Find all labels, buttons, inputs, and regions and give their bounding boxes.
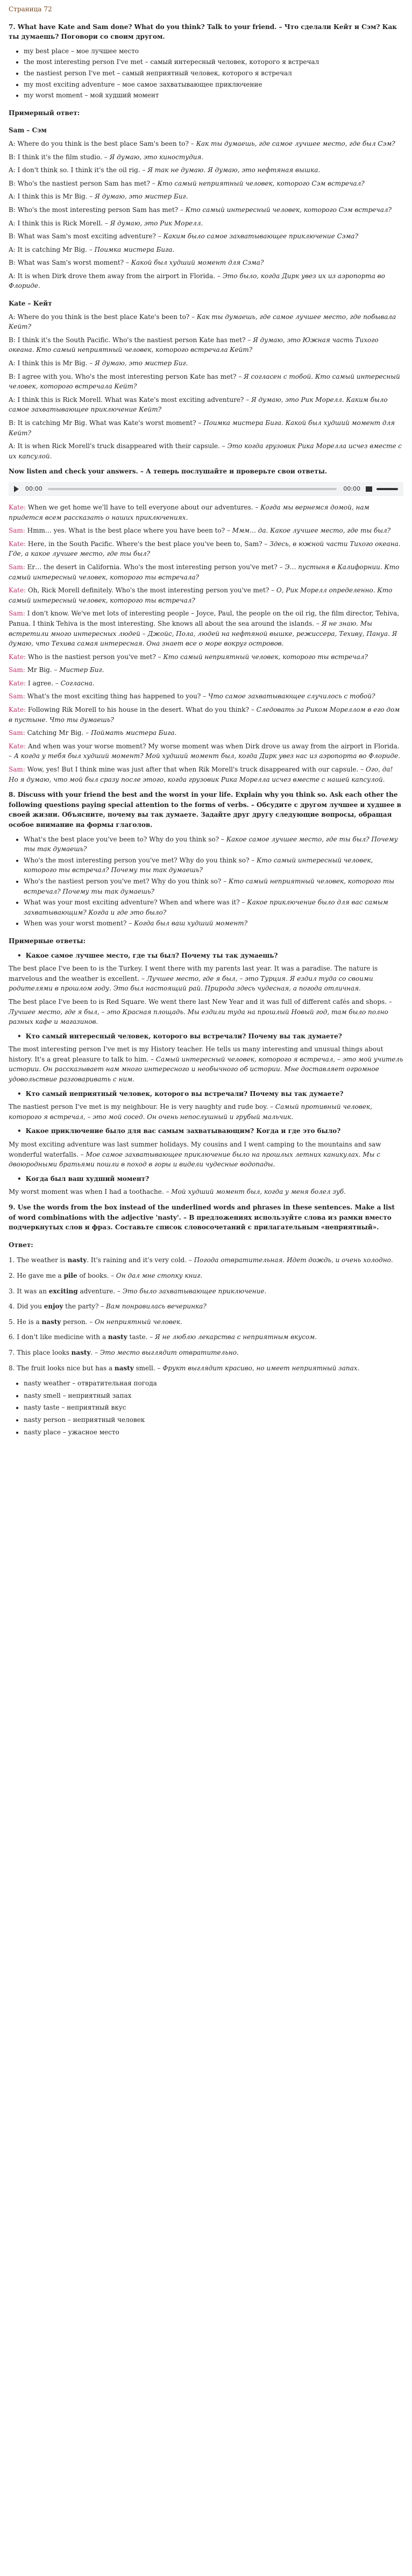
line-en: It is when Dirk drove them away from the airport in Florida. bbox=[17, 272, 216, 280]
answer-en: The best place I've been to is the Turkey. I went there with my parents last year. It was a paradise. The nature is marvelous and the weather is excellent. bbox=[9, 965, 378, 982]
dialog-line bbox=[9, 152, 403, 162]
answer-paragraph bbox=[9, 1102, 403, 1122]
list-item: • nasty taste – неприятный вкус bbox=[24, 1403, 403, 1413]
speaker: B: bbox=[9, 419, 16, 427]
speaker: Sam: bbox=[9, 666, 25, 674]
audio-player[interactable] bbox=[9, 482, 403, 496]
line-ru: – Здесь, в южной части Тихого океана. Где, а какое лучшее место, где ты был? bbox=[9, 540, 401, 558]
task8-title: 8. Discuss with your friend the best and the worst in your life. Explain why you think so. Ask each other the following questions paying special attention to the forms of verbs. bbox=[9, 791, 398, 809]
line-ru: – Э… пустыня в Калифорнии. Кто самый интересный человек, которого ты встречала? bbox=[9, 563, 400, 581]
list-item bbox=[9, 1317, 403, 1327]
line-ru: – Поимка мистера Бига. Какой был худший момент для Кейт? bbox=[9, 419, 395, 437]
question-ru: – Кто самый неприятный человек, которого ты встречал? Почему ты так думаешь? bbox=[24, 877, 394, 895]
line-ru: – Я думаю, это Рик Морелл. bbox=[104, 219, 203, 227]
keyword: nasty bbox=[41, 1318, 61, 1326]
line-en: Following Rik Morell to his house in the desert. What do you think? bbox=[27, 706, 250, 714]
item-number: 6. bbox=[9, 1333, 15, 1341]
line-ru: – Я не знаю. Мы встретили много интересных людей – Джойс, Пола, людей на нефтяной вышке, режиссера, Техиву, Пануа. Я думаю, что Техива самая интересная. Она знает все о море вокруг островов. bbox=[9, 619, 397, 648]
line-ru: – Я думаю, это киностудия. bbox=[104, 153, 204, 161]
question-en: What's the best place you've been to? Why do you think so? bbox=[24, 835, 219, 843]
answer-paragraph bbox=[9, 1044, 403, 1084]
line-ru: – Когда мы вернемся домой, нам придется всем рассказать о наших приключениях. bbox=[9, 503, 370, 521]
line-ru: – А когда у тебя был худший момент? Мой худший момент был, когда Дирк увез нас из аэропорта во Флориде. bbox=[9, 752, 400, 760]
sentence-ru: – Я не люблю лекарства с неприятным вкусом. bbox=[147, 1333, 317, 1341]
transcript-line bbox=[9, 585, 403, 605]
speaker: Kate: bbox=[9, 653, 26, 661]
dialog-line bbox=[9, 358, 403, 369]
list-item: • the nastiest person I've met – самый неприятный человек, которого я встречал bbox=[24, 68, 403, 79]
line-ru: – Каким было самое захватывающее приключение Сэма? bbox=[158, 232, 359, 240]
transcript-line bbox=[9, 652, 403, 662]
question-ru: – Когда был ваш худший момент? bbox=[129, 919, 248, 928]
sentence-ru: – Фрукт выглядит красиво, но имеет неприятный запах. bbox=[155, 1364, 360, 1372]
listen-title-ru: – А теперь послушайте и проверьте свои ответы. bbox=[140, 468, 328, 476]
sentence-ru: – Вам понравилась вечеринка? bbox=[98, 1303, 207, 1311]
speaker: A: bbox=[9, 395, 16, 404]
line-ru: – Как ты думаешь, где самое лучшее место, где был Сэм? bbox=[190, 139, 395, 147]
question-ru: – Какое приключение было для вас самым захватывающим? Когда и где это было? bbox=[24, 898, 388, 916]
speaker: Sam: bbox=[9, 610, 25, 618]
line-en: I agree with you. Who's the most interesting person Kate has met? bbox=[17, 372, 237, 380]
answer-paragraph bbox=[9, 1140, 403, 1170]
task9-sentences bbox=[9, 1255, 403, 1373]
line-en: Wow, yes! But I think mine was just after that when Rik Morell's truck disappeared with our capsule. bbox=[27, 766, 359, 774]
speaker: A: bbox=[9, 166, 16, 174]
list-item: • my worst moment – мой худший момент bbox=[24, 90, 403, 101]
speaker: B: bbox=[9, 232, 16, 240]
speaker: B: bbox=[9, 259, 16, 267]
dialog-line bbox=[9, 312, 403, 332]
audio-current-time: 00:00 bbox=[25, 485, 42, 493]
line-en: I don't think so. I think it's the oil rig. bbox=[17, 166, 140, 174]
dialog-line bbox=[9, 441, 403, 461]
speaker: Kate: bbox=[9, 540, 26, 548]
transcript-line bbox=[9, 562, 403, 582]
answer-ru: – Лучшее место, где я был, – это Турция. Я ездил туда со своими родителями в прошлом году. Это был настоящий рай. Природа здесь чудесная, а погода отличная. bbox=[9, 974, 373, 993]
dialog-line bbox=[9, 205, 403, 215]
volume-slider[interactable] bbox=[377, 488, 398, 490]
speaker: B: bbox=[9, 336, 16, 344]
speaker: A: bbox=[9, 272, 16, 280]
list-item bbox=[24, 897, 403, 917]
list-item: • my best place – мое лучшее место bbox=[24, 46, 403, 56]
list-item bbox=[9, 1271, 403, 1281]
speaker: B: bbox=[9, 153, 16, 161]
speaker: A: bbox=[9, 442, 16, 450]
list-item bbox=[9, 1348, 403, 1358]
dialog-line bbox=[9, 271, 403, 291]
sentence-part: I don't like medicine with a bbox=[17, 1333, 108, 1341]
answer-paragraph bbox=[9, 997, 403, 1027]
line-en: Who is the nastiest person you've met? bbox=[27, 653, 156, 661]
sentence-part: smell. bbox=[133, 1364, 155, 1372]
sentence-ru: – Он дал мне стопку книг. bbox=[109, 1271, 203, 1279]
list-item bbox=[24, 876, 403, 896]
line-en: What's the most exciting thing has happened to you? bbox=[27, 692, 201, 700]
item-number: 5. bbox=[9, 1318, 15, 1326]
line-en: Who's the most interesting person Sam has met? bbox=[17, 206, 179, 214]
speaker: A: bbox=[9, 219, 16, 227]
question-en: Who's the most interesting person you've met? Why do you think so? bbox=[24, 856, 250, 864]
line-ru: – Кто самый неприятный человек, которого Сэм встречал? bbox=[152, 179, 365, 187]
keyword: exciting bbox=[48, 1287, 78, 1295]
answer-question: • Кто самый неприятный человек, которого вы встречали? Почему вы так думаете? bbox=[17, 1089, 403, 1099]
speaker: B: bbox=[9, 372, 16, 380]
sentence-ru: – Погода отвратительная. Идет дождь, и очень холодно. bbox=[187, 1256, 393, 1264]
speaker: Kate: bbox=[9, 742, 26, 750]
line-ru: – Я думаю, это Рик Морелл. Каким было самое захватывающее приключение Кейт? bbox=[9, 395, 388, 414]
line-ru: – Я согласен с тобой. Кто самый интересный человек, которого встречала Кейт? bbox=[9, 372, 400, 391]
line-ru: – Что самое захватывающее случилось с тобой? bbox=[203, 692, 375, 700]
line-en: Hmm… yes. What is the best place where you have been to? bbox=[27, 527, 225, 535]
answer-paragraph bbox=[9, 1187, 403, 1197]
speaker: A: bbox=[9, 313, 16, 321]
sentence-part: . It's raining and it's very cold. bbox=[87, 1256, 187, 1264]
item-number: 2. bbox=[9, 1271, 15, 1279]
transcript-line bbox=[9, 526, 403, 536]
dialog-line bbox=[9, 245, 403, 255]
line-en: I don't know. We've met lots of interesting people – Joyce, Paul, the people on the oil rig, the film director, Tehiva, Panua. I think Tehiva is the most interesting. She knows all about the sea around the islands. bbox=[9, 610, 400, 627]
list-item bbox=[9, 1255, 403, 1265]
speaker: Kate: bbox=[9, 586, 26, 595]
line-en: I think it's the film studio. bbox=[17, 153, 102, 161]
answer-ru: – Лучшее место, где я был, – это Красная площадь. Мы ездили туда на прошлый Новый год, там было полно разных кафе и магазинов. bbox=[9, 997, 392, 1026]
line-ru: – Поймать мистера Бига. bbox=[86, 729, 177, 737]
keyword: pile bbox=[63, 1271, 77, 1279]
line-en: And when was your worse moment? My worse moment was when Dirk drove us away from the airport in Florida. bbox=[27, 742, 400, 750]
line-ru: – О, Рик Морелл определенно. Кто самый интересный человек, которого ты встречал? bbox=[9, 586, 393, 604]
answer-en: The most interesting person I've met is my History teacher. He tells us many interesting and unusual things about history. It's a great pleasure to talk to him. bbox=[9, 1045, 383, 1063]
task9-heading bbox=[9, 1202, 403, 1233]
transcript bbox=[9, 503, 403, 784]
sentence-part: . bbox=[90, 1348, 93, 1356]
line-en: It is when Rick Morell's truck disappeared with their capsule. bbox=[17, 442, 220, 450]
line-en: I think this is Mr Big. bbox=[17, 193, 88, 201]
answer-paragraph bbox=[9, 964, 403, 994]
speaker: B: bbox=[9, 179, 16, 187]
line-en: I think this is Rick Morell. bbox=[17, 219, 103, 227]
nasty-combinations bbox=[24, 1378, 403, 1437]
speaker: A: bbox=[9, 139, 16, 147]
answer-ru: – Самый противный человек, которого я встречал, – это мой сосед. Он очень непослушный и грубый мальчик. bbox=[9, 1103, 372, 1121]
sentence-part: The fruit looks nice but has a bbox=[17, 1364, 115, 1372]
dialog-line bbox=[9, 218, 403, 229]
answer-question: • Кто самый интересный человек, которого вы встречали? Почему вы так думаете? bbox=[17, 1031, 403, 1042]
dialog-line bbox=[9, 165, 403, 175]
transcript-line bbox=[9, 728, 403, 738]
line-en: I think this is Rick Morell. What was Kate's most exciting adventure? bbox=[17, 395, 244, 404]
dialog-line bbox=[9, 139, 403, 149]
question-en: What was your most exciting adventure? When and where was it? bbox=[24, 898, 240, 907]
dialog-line bbox=[9, 192, 403, 202]
task7-title-ru: – Что сделали Кейт и Сэм? Как ты думаешь? Поговори со своим другом. bbox=[9, 23, 397, 41]
answer-ru: – Мой худший момент был, когда у меня болел зуб. bbox=[166, 1188, 346, 1196]
speaker: Kate: bbox=[9, 706, 26, 714]
sentence-part: He is a bbox=[17, 1318, 42, 1326]
question-ru: – Какое самое лучшее место, где ты был? Почему ты так думаешь? bbox=[24, 835, 398, 853]
task8-heading bbox=[9, 790, 403, 830]
transcript-line bbox=[9, 503, 403, 522]
dialog-line bbox=[9, 179, 403, 189]
kate-heading: Kate – Кейт bbox=[9, 300, 52, 308]
question-en: Who's the nastiest person you've met? Why do you think so? bbox=[24, 877, 222, 885]
keyword: nasty bbox=[71, 1348, 91, 1356]
volume-icon[interactable] bbox=[366, 486, 372, 492]
speaker: Sam: bbox=[9, 766, 25, 774]
sentence-part: Did you bbox=[17, 1303, 44, 1311]
list-item bbox=[24, 918, 403, 929]
answer-en: The best place I've been to is Red Square. We went there last New Year and it was full of different cafés and shops. bbox=[9, 997, 387, 1006]
line-ru: – Поимка мистера Бига. bbox=[89, 245, 175, 253]
line-en: I think this is Mr Big. bbox=[17, 359, 88, 367]
line-en: Er… the desert in California. Who's the most interesting person you've met? bbox=[27, 563, 278, 571]
dialog-line bbox=[9, 395, 403, 415]
sentence-part: This place looks bbox=[17, 1348, 72, 1356]
sentence-part: It was an bbox=[17, 1287, 49, 1295]
speaker: Kate: bbox=[9, 503, 26, 511]
example-answers-label: Примерные ответы: bbox=[9, 937, 86, 945]
dialog-line bbox=[9, 258, 403, 268]
line-en: Catching Mr Big. bbox=[27, 729, 84, 737]
line-en: What was Sam's most exciting adventure? bbox=[17, 232, 156, 240]
line-en: When we get home we'll have to tell everyone about our adventures. bbox=[27, 503, 253, 511]
item-number: 8. bbox=[9, 1364, 15, 1372]
transcript-line bbox=[9, 765, 403, 784]
sentence-part: of books. bbox=[77, 1271, 109, 1279]
line-ru: – Ого, да! Но я думаю, что мой был сразу после этого, когда грузовик Рика Морелла исчез вместе с нашей капсулой. bbox=[9, 766, 393, 783]
line-ru: – Это было, когда Дирк увез их из аэропорта во Флориде. bbox=[9, 272, 385, 290]
item-number: 4. bbox=[9, 1303, 15, 1311]
item-number: 3. bbox=[9, 1287, 15, 1295]
line-en: Where do you think is the best place Kate's been to? bbox=[17, 313, 190, 321]
keyword: nasty bbox=[108, 1333, 127, 1341]
question-en: When was your worst moment? bbox=[24, 919, 127, 928]
line-en: I think it's the South Pacific. Who's the nastiest person Kate has met? bbox=[17, 336, 246, 344]
line-en: Where do you think is the best place Sam's been to? bbox=[17, 139, 189, 147]
speaker: A: bbox=[9, 359, 16, 367]
answer-ru: – Мое самое захватывающее приключение было на прошлых летних каникулах. Мы с двоюродными братьями пошли в поход в горы и видели чудесные водопады. bbox=[9, 1150, 380, 1169]
answer-en: The nastiest person I've met is my neighbour. He is very naughty and rude boy. bbox=[9, 1103, 268, 1111]
speaker: Sam: bbox=[9, 729, 25, 737]
list-item bbox=[9, 1301, 403, 1312]
task9-title: 9. Use the words from the box instead of the underlined words and phrases in these sentences. Make a list of word combinations with the adjective 'nasty'. bbox=[9, 1204, 395, 1221]
item-number: 7. bbox=[9, 1348, 15, 1356]
list-item bbox=[24, 834, 403, 854]
list-item bbox=[9, 1363, 403, 1374]
play-icon[interactable] bbox=[14, 486, 19, 492]
list-item bbox=[9, 1332, 403, 1342]
speaker: A: bbox=[9, 245, 16, 253]
sentence-part: adventure. bbox=[77, 1287, 116, 1295]
sentence-ru: – Он неприятный человек. bbox=[87, 1318, 182, 1326]
task9-title-ru: – В предложениях используйте слова из рамки вместо подчеркнутых слов и фраз. Составьте список словосочетаний с прилагательным «неприятный». bbox=[9, 1213, 392, 1232]
speaker: Sam: bbox=[9, 527, 25, 535]
sentence-part: The weather is bbox=[17, 1256, 68, 1264]
answer-question: • Когда был ваш худший момент? bbox=[17, 1174, 403, 1184]
sentence-part: taste. bbox=[127, 1333, 148, 1341]
transcript-line bbox=[9, 678, 403, 689]
line-en: Mr Big. bbox=[27, 666, 52, 674]
task8-title-ru: – Обсудите с другом лучшее и худшее в своей жизни. Объясните, почему вы так думаете. Задайте друг другу следующие вопросы, обращая особое внимание на формы глаголов. bbox=[9, 801, 401, 829]
answer-en: My most exciting adventure was last summer holidays. My cousins and I went camping to the mountains and saw wonderful waterfalls. bbox=[9, 1141, 381, 1158]
line-ru: – Какой был худший момент для Сэма? bbox=[125, 259, 264, 267]
line-ru: – Следовать за Риком Мореллом в его дом в пустыне. Что ты думаешь? bbox=[9, 706, 400, 724]
line-ru: – Согласна. bbox=[55, 679, 95, 687]
speaker: Kate: bbox=[9, 679, 26, 687]
keyword: nasty bbox=[67, 1256, 87, 1264]
transcript-line bbox=[9, 665, 403, 675]
answer-ru: – Самый интересный человек, которого я встречал, – это мой учитель истории. Он рассказывает нам много интересного и необычного об истории. Мне доставляет огромное удовольствие разговаривать с ним. bbox=[9, 1055, 403, 1084]
line-en: It is catching Mr Big. What was Kate's worst moment? bbox=[17, 419, 196, 427]
speaker: Sam: bbox=[9, 563, 25, 571]
line-en: Here, in the South Pacific. Where's the best place you've been to, Sam? bbox=[27, 540, 262, 548]
audio-total-time: 00:00 bbox=[343, 485, 360, 493]
example-label: Примерный ответ: bbox=[9, 109, 80, 117]
line-en: What was Sam's worst moment? bbox=[17, 259, 124, 267]
sam-dialog bbox=[9, 139, 403, 291]
audio-progress-bar[interactable] bbox=[48, 488, 337, 490]
line-ru: – Мистер Биг. bbox=[54, 666, 104, 674]
list-item bbox=[24, 855, 403, 875]
line-en: It is catching Mr Big. bbox=[17, 245, 87, 253]
speaker: B: bbox=[9, 206, 16, 214]
task8-questions bbox=[24, 834, 403, 929]
sam-heading: Sam – Сэм bbox=[9, 126, 47, 135]
list-item: • the most interesting person I've met – самый интересный человек, которого я встречал bbox=[24, 57, 403, 67]
list-item: • my most exciting adventure – мое самое захватывающее приключение bbox=[24, 80, 403, 90]
list-item: • nasty person – неприятный человек bbox=[24, 1415, 403, 1425]
listen-title: Now listen and check your answers. bbox=[9, 468, 138, 476]
sentence-part: He gave me a bbox=[17, 1271, 64, 1279]
line-en: Oh, Rick Morell definitely. Who's the most interesting person you've met? bbox=[27, 586, 269, 595]
answer-question: • Какое приключение было для вас самым захватывающим? Когда и где это было? bbox=[17, 1126, 403, 1136]
line-ru: – Я думаю, это Южная часть Тихого океана. Кто самый неприятный человек, которого встречала Кейт? bbox=[9, 336, 379, 354]
kate-dialog bbox=[9, 312, 403, 462]
sentence-ru: – Это место выглядит отвратительно. bbox=[93, 1348, 239, 1356]
item-number: 1. bbox=[9, 1256, 15, 1264]
line-ru: – Я думаю, это мистер Биг. bbox=[89, 193, 188, 201]
list-item bbox=[9, 1286, 403, 1297]
transcript-line bbox=[9, 691, 403, 702]
question-ru: – Кто самый интересный человек, которого ты встречал? Почему ты так думаешь? bbox=[24, 856, 373, 874]
line-ru: – Кто самый интересный человек, которого Сэм встречал? bbox=[180, 206, 392, 214]
line-en: Who's the nastiest person Sam has met? bbox=[17, 179, 150, 187]
sentence-part: person. bbox=[61, 1318, 88, 1326]
keyword: nasty bbox=[114, 1364, 134, 1372]
list-item: • nasty smell – неприятный запах bbox=[24, 1391, 403, 1401]
list-item: • nasty weather – отвратительная погода bbox=[24, 1378, 403, 1389]
line-ru: – Я так не думаю. Я думаю, это нефтяная вышка. bbox=[142, 166, 321, 174]
answer-question: • Какое самое лучшее место, где ты был? Почему ты так думаешь? bbox=[17, 951, 403, 961]
line-ru: – Кто самый неприятный человек, которого ты встречал? bbox=[158, 653, 368, 661]
dialog-line bbox=[9, 372, 403, 392]
dialog-line bbox=[9, 418, 403, 438]
speaker: A: bbox=[9, 193, 16, 201]
sentence-part: the party? bbox=[63, 1303, 99, 1311]
line-ru: – Как ты думаешь, где самое лучшее место, где побывала Кейт? bbox=[9, 313, 396, 331]
listen-heading bbox=[9, 466, 403, 477]
page-label: Страница 72 bbox=[9, 5, 52, 13]
keyword: enjoy bbox=[44, 1303, 63, 1311]
dialog-line bbox=[9, 231, 403, 242]
speaker: Sam: bbox=[9, 692, 25, 700]
transcript-line bbox=[9, 539, 403, 559]
task7-title: 7. What have Kate and Sam done? What do you think? Talk to your friend. bbox=[9, 23, 277, 31]
task7-items bbox=[24, 46, 403, 101]
list-item: • nasty place – ужасное место bbox=[24, 1427, 403, 1438]
line-ru: – Ммм… да. Какое лучшее место, где ты был? bbox=[226, 527, 391, 535]
dialog-line bbox=[9, 335, 403, 355]
task7-heading bbox=[9, 22, 403, 42]
answer-label: Ответ: bbox=[9, 1241, 33, 1249]
transcript-line bbox=[9, 608, 403, 648]
answer-en: My worst moment was when I had a toothache. bbox=[9, 1188, 164, 1196]
line-ru: – Я думаю, это мистер Биг. bbox=[89, 359, 188, 367]
sentence-ru: – Это было захватывающее приключение. bbox=[115, 1287, 267, 1295]
line-ru: – Это когда грузовик Рика Морелла исчез вместе с их капсулой. bbox=[9, 442, 402, 460]
line-en: I agree. bbox=[27, 679, 54, 687]
transcript-line bbox=[9, 741, 403, 761]
transcript-line bbox=[9, 705, 403, 725]
